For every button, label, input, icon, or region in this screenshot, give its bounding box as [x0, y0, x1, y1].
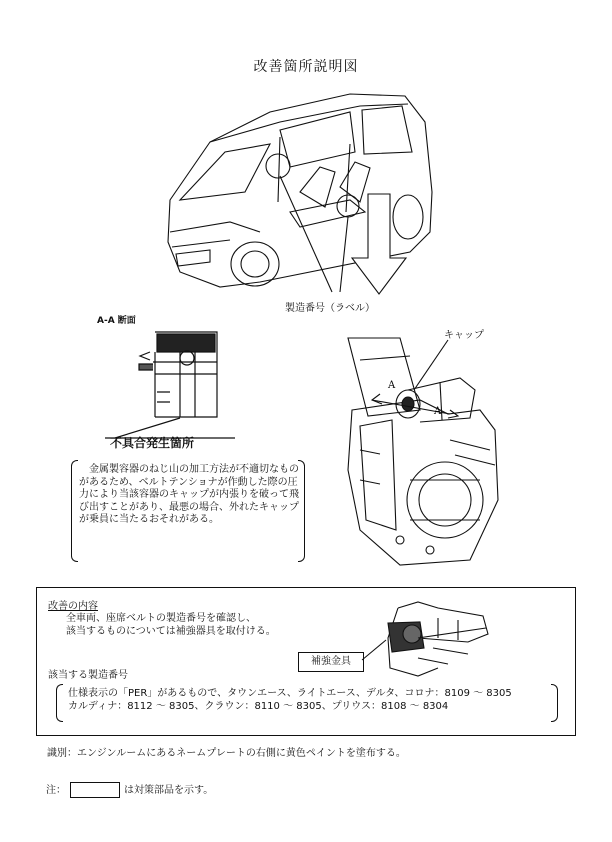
defect-location-label: 不具合発生箇所: [110, 436, 195, 450]
note: [46, 781, 213, 798]
defect-description-box: [73, 460, 301, 560]
section-marker-a-left: A: [388, 380, 396, 391]
serial-numbers-heading: 該当する製造番号: [48, 670, 128, 681]
note-suffix: は対策部品を示す。: [124, 785, 214, 796]
page-title: 改善箇所説明図: [253, 59, 359, 75]
reinforcement-bracket-label: 補強金具: [298, 652, 364, 672]
reinforcement-leader-line: [360, 636, 390, 662]
serial-numbers-text: [68, 687, 512, 713]
identification-text: 識別：エンジンルームにあるネームプレートの右側に黄色ペイントを塗布する。: [47, 748, 406, 759]
tensioner-illustration: [330, 330, 580, 575]
bracket-right: [298, 460, 305, 562]
reinforcement-bracket-illustration: [378, 598, 493, 678]
cross-section-illustration: [95, 322, 265, 452]
cap-label: キャップ: [444, 330, 484, 341]
vehicle-illustration: [150, 82, 450, 312]
serial-line-1: 仕様表示の「PER」があるもので、タウンエース、ライトエース、デルタ、コロナ：8109 ～ 8305: [68, 688, 512, 699]
section-marker-a-right: A: [434, 406, 442, 417]
serial-bracket-right: [551, 684, 558, 722]
serial-numbers-box: [58, 684, 554, 720]
improvement-heading: 改善の内容: [48, 601, 98, 612]
serial-bracket-left: [56, 684, 63, 722]
serial-label-caption: 製造番号（ラベル）: [285, 303, 375, 314]
countermeasure-legend-box: [70, 782, 120, 798]
improvement-text: [66, 612, 276, 638]
improvement-line-1: 全車両、座席ベルトの製造番号を確認し、: [66, 613, 256, 624]
defect-description: 金属製容器のねじ山の加工方法が不適切なものがあるため、ベルトテンショナが作動した際の圧力により当該容器のキャップが内張りを破って飛び出すことがあり、最悪の場合、外れたキャップが乗員に当たるおそれがある。: [79, 464, 299, 525]
section-aa-label: A-A 断面: [97, 316, 136, 326]
serial-line-2: カルディナ：8112 ～ 8305、クラウン：8110 ～ 8305、プリウス：8108 ～ 8304: [68, 701, 449, 712]
bracket-left: [71, 460, 78, 562]
note-prefix: 注：: [46, 785, 66, 796]
improvement-line-2: 該当するものについては補強器具を取付ける。: [66, 626, 276, 637]
